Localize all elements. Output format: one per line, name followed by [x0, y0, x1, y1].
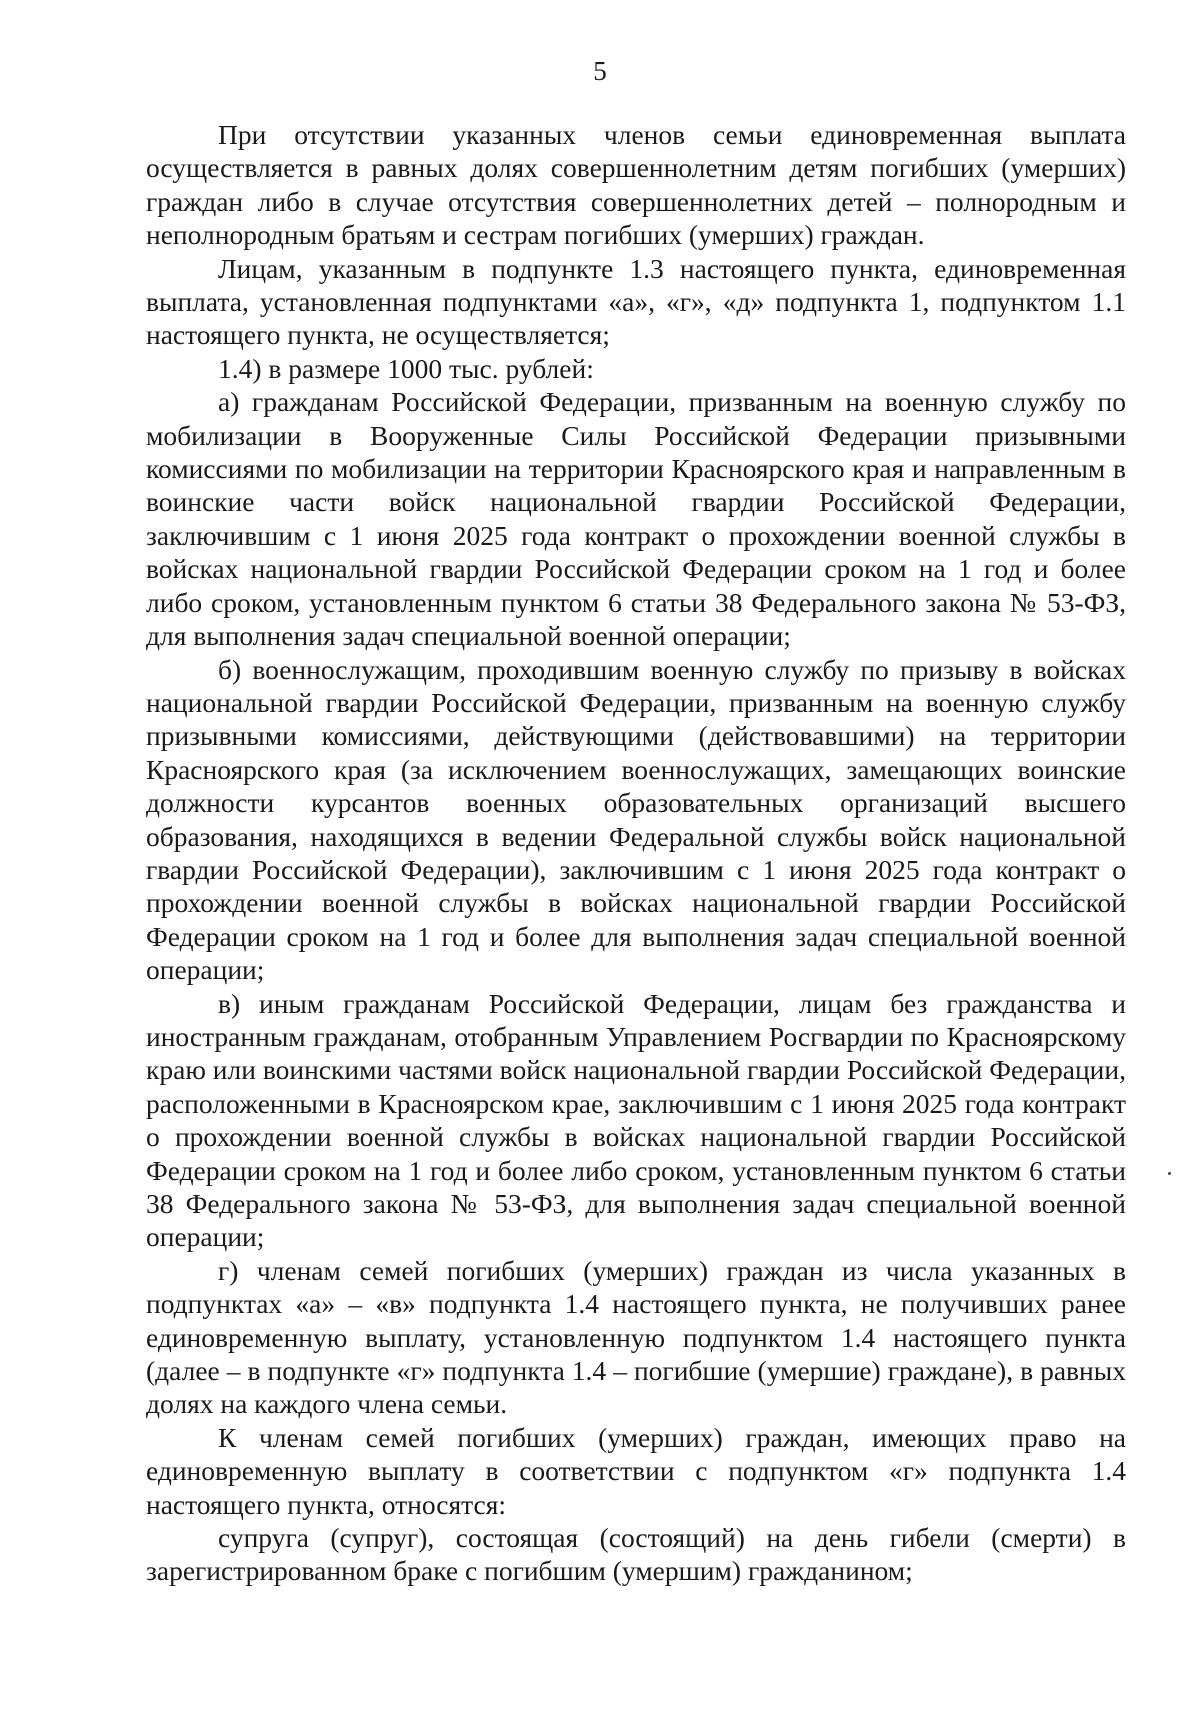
paragraph: б) военнослужащим, проходившим военную службу по призыву в войсках национальной гвардии Российской Федерации, призванным на военную службу призывными комиссиями, действующими (действовавшими) на территории Красноярского края (за исключением военнослужащих, замещающих воинские должности курсантов военных образовательных организаций высшего образования, находящихся в ведении Федеральной службы войск национальной гвардии Российской Федерации), заключившим с 1 июня 2025 года контракт о прохождении военной службы в войсках национальной гвардии Российской Федерации сроком на 1 год и более для выполнения задач специальной военной операции;	[146, 653, 1126, 986]
paragraph: а) гражданам Российской Федерации, призванным на военную службу по мобилизации в Вооруженные Силы Российской Федерации призывными комиссиями по мобилизации на территории Красноярского края и направленным в воинские части войск национальной гвардии Российской Федерации, заключившим с 1 июня 2025 года контракт о прохождении военной службы в войсках национальной гвардии Российской Федерации сроком на 1 год и более либо сроком, установленным пунктом 6 статьи 38 Федерального закона № 53-ФЗ, для выполнения задач специальной военной операции;	[146, 386, 1126, 652]
paragraph: супруга (супруг), состоящая (состоящий) на день гибели (смерти) в зарегистрированном браке с погибшим (умершим) гражданином;	[146, 1522, 1126, 1587]
page-number: 5	[593, 56, 607, 86]
paragraph: К членам семей погибших (умерших) граждан, имеющих право на единовременную выплату в соответствии с подпунктом «г» подпункта 1.4 настоящего пункта, относятся:	[146, 1421, 1126, 1520]
paragraph: При отсутствии указанных членов семьи единовременная выплата осуществляется в равных долях совершеннолетним детям погибших (умерших) граждан либо в случае отсутствия совершеннолетних детей – полнородным и неполнородным братьям и сестрам погибших (умерших) граждан.	[146, 119, 1126, 251]
paragraph: Лицам, указанным в подпункте 1.3 настоящего пункта, единовременная выплата, установленная подпунктами «а», «г», «д» подпункта 1, подпунктом 1.1 настоящего пункта, не осуществляется;	[146, 252, 1126, 351]
paragraph: 1.4) в размере 1000 тыс. рублей:	[218, 352, 594, 384]
scan-speck	[1168, 1172, 1171, 1175]
document-body	[146, 118, 1126, 1588]
paragraph: в) иным гражданам Российской Федерации, лицам без гражданства и иностранным гражданам, отобранным Управлением Росгвардии по Красноярскому краю или воинскими частями войск национальной гвардии Российской Федерации, расположенными в Красноярском крае, заключившим с 1 июня 2025 года контракт о прохождении военной службы в войсках национальной гвардии Российской Федерации сроком на 1 год и более либо сроком, установленным пунктом 6 статьи 38 Федерального закона № 53-ФЗ, для выполнения задач специальной военной операции;	[146, 987, 1126, 1253]
paragraph: г) членам семей погибших (умерших) граждан из числа указанных в подпунктах «а» – «в» подпункта 1.4 настоящего пункта, не получивших ранее единовременную выплату, установленную подпунктом 1.4 настоящего пункта (далее – в подпункте «г» подпункта 1.4 – погибшие (умершие) граждане), в равных долях на каждого члена семьи.	[146, 1254, 1126, 1420]
